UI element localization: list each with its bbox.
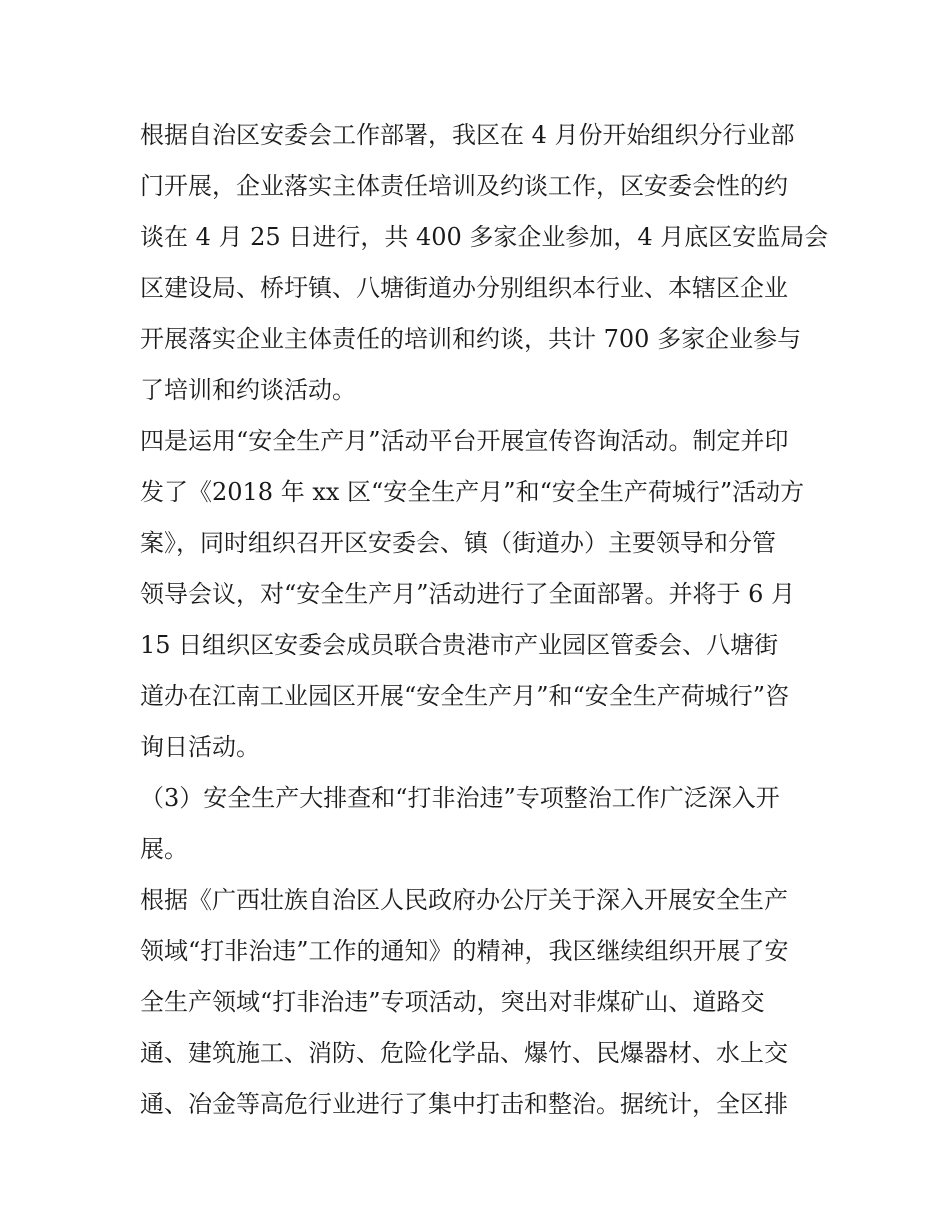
text-line-12: 道办在江南工业园区开展“安全生产月”和“安全生产荷城行”咨 [140, 682, 790, 710]
text-line-13: 询日活动。 [140, 733, 260, 761]
text-line-2: 门开展，企业落实主体责任培训及约谈工作，区安委会性的约 [140, 172, 788, 200]
text-line-18: 全生产领域“打非治违”专项活动，突出对非煤矿山、道路交 [140, 988, 765, 1016]
text-line-20: 通、冶金等高危行业进行了集中打击和整治。据统计，全区排 [140, 1090, 788, 1118]
text-line-10: 领导会议，对“安全生产月”活动进行了全面部署。并将于 6 月 [140, 580, 796, 608]
text-line-7: 四是运用“安全生产月”活动平台开展宣传咨询活动。制定并印 [140, 427, 789, 455]
text-line-5: 开展落实企业主体责任的培训和约谈，共计 700 多家企业参与 [140, 325, 802, 353]
text-line-4: 区建设局、桥圩镇、八塘街道办分别组织本行业、本辖区企业 [140, 274, 788, 302]
text-line-6: 了培训和约谈活动。 [140, 376, 356, 404]
text-line-3: 谈在 4 月 25 日进行，共 400 多家企业参加，4 月底区安监局会 [140, 223, 829, 251]
text-line-15: 展。 [140, 835, 188, 863]
document-body [140, 110, 829, 1130]
text-line-11: 15 日组织区安委会成员联合贵港市产业园区管委会、八塘街 [140, 631, 779, 659]
text-line-1: 根据自治区安委会工作部署，我区在 4 月份开始组织分行业部 [140, 121, 795, 149]
text-line-19: 通、建筑施工、消防、危险化学品、爆竹、民爆器材、水上交 [140, 1039, 788, 1067]
text-line-9: 案》，同时组织召开区安委会、镇（街道办）主要领导和分管 [140, 529, 776, 557]
text-line-16: 根据《广西壮族自治区人民政府办公厅关于深入开展安全生产 [140, 886, 788, 914]
text-line-14: （3）安全生产大排查和“打非治违”专项整治工作广泛深入开 [140, 784, 780, 812]
text-line-8: 发了《2018 年 xx 区“安全生产月”和“安全生产荷城行”活动方 [140, 478, 805, 506]
text-line-17: 领域“打非治违”工作的通知》的精神，我区继续组织开展了安 [140, 937, 789, 965]
